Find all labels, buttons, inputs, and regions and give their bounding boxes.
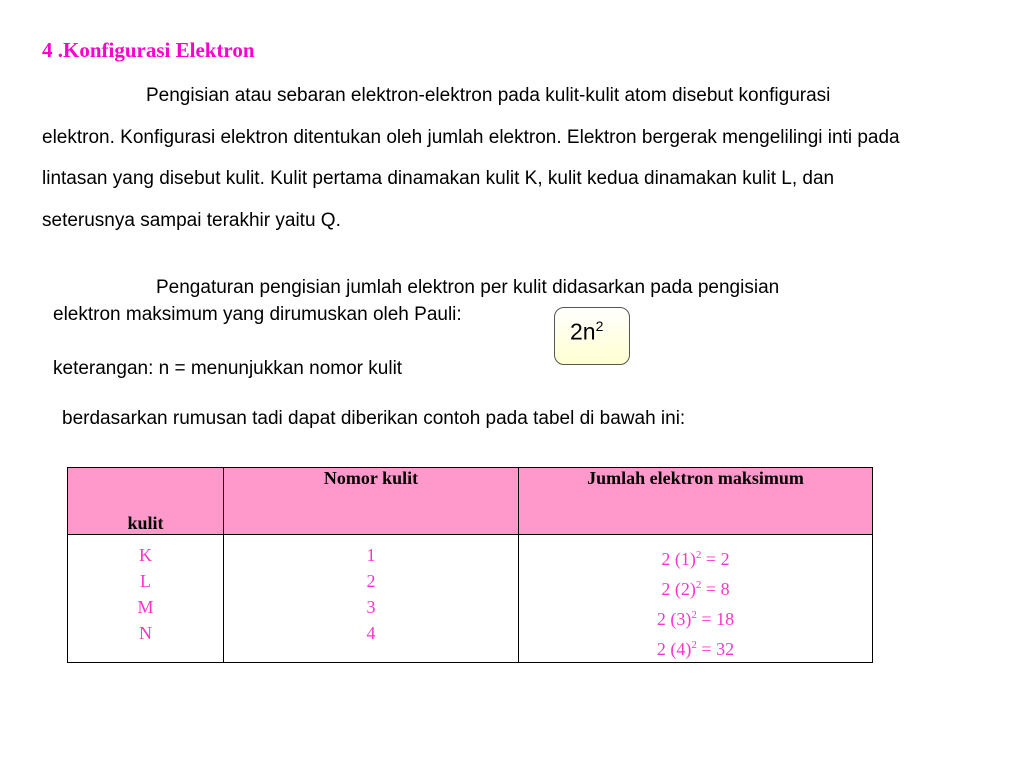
formula-text [570, 318, 603, 346]
table-intro-text: berdasarkan rumusan tadi dapat diberikan contoh pada tabel di bawah ini: [62, 408, 686, 429]
table-header-row [68, 468, 873, 535]
cell-numbers [224, 535, 519, 663]
max-exp: 2 [691, 639, 697, 651]
cell-shells [68, 535, 224, 663]
header-jumlah-elektron: Jumlah elektron maksimum [519, 468, 873, 535]
shell-k: K [139, 545, 152, 565]
max-prefix: 2 (3) [656, 609, 692, 629]
max-result: = 2 [701, 549, 730, 569]
paragraph-2-line-2: elektron maksimum yang dirumuskan oleh Pauli: [53, 304, 462, 325]
cell-max-electrons [519, 535, 873, 663]
paragraph-konfigurasi [42, 75, 902, 241]
shell-l: L [140, 571, 151, 591]
header-kulit: kulit [68, 468, 224, 535]
number-3: 3 [366, 597, 376, 617]
paragraph-2-line-1: Pengaturan pengisian jumlah elektron per kulit didasarkan pada pengisian [156, 277, 780, 298]
formula-base: 2n [570, 318, 596, 345]
max-prefix: 2 (2) [661, 579, 696, 599]
max-prefix: 2 (4) [656, 639, 692, 659]
shell-table [67, 467, 873, 663]
max-exp: 2 [695, 549, 702, 561]
paragraph-1-text: Pengisian atau sebaran elektron-elektron pada kulit-kulit atom disebut konfigurasi elektron. Konfigurasi elektron ditentukan oleh jumlah elektron. Elektron bergerak mengelilingi inti pada lintasan yang disebut kulit. Kulit pertama dinamakan kulit K, kulit kedua dinamakan kulit L, dan seterusnya sampai terakhir yaitu Q. [42, 85, 900, 231]
max-electrons-3 [519, 602, 872, 632]
formula-box [554, 307, 630, 365]
table-row [68, 535, 873, 663]
number-1: 1 [366, 545, 376, 565]
max-result: = 32 [696, 639, 735, 659]
note-text: keterangan: n = menunjukkan nomor kulit [53, 358, 403, 379]
shell-n: N [139, 623, 152, 643]
page-title: 4 .Konfigurasi Elektron [42, 38, 255, 62]
max-result: = 8 [701, 579, 730, 599]
max-exp: 2 [691, 609, 697, 621]
max-electrons-4 [519, 632, 872, 662]
max-electrons-1 [519, 542, 872, 572]
formula-exponent: 2 [595, 318, 604, 334]
header-nomor-kulit: Nomor kulit [224, 468, 519, 535]
shell-m: M [137, 597, 154, 617]
max-result: = 18 [696, 609, 735, 629]
number-2: 2 [366, 571, 376, 591]
max-electrons-2 [519, 572, 872, 602]
number-4: 4 [366, 623, 376, 643]
max-prefix: 2 (1) [661, 549, 696, 569]
max-exp: 2 [695, 579, 702, 591]
